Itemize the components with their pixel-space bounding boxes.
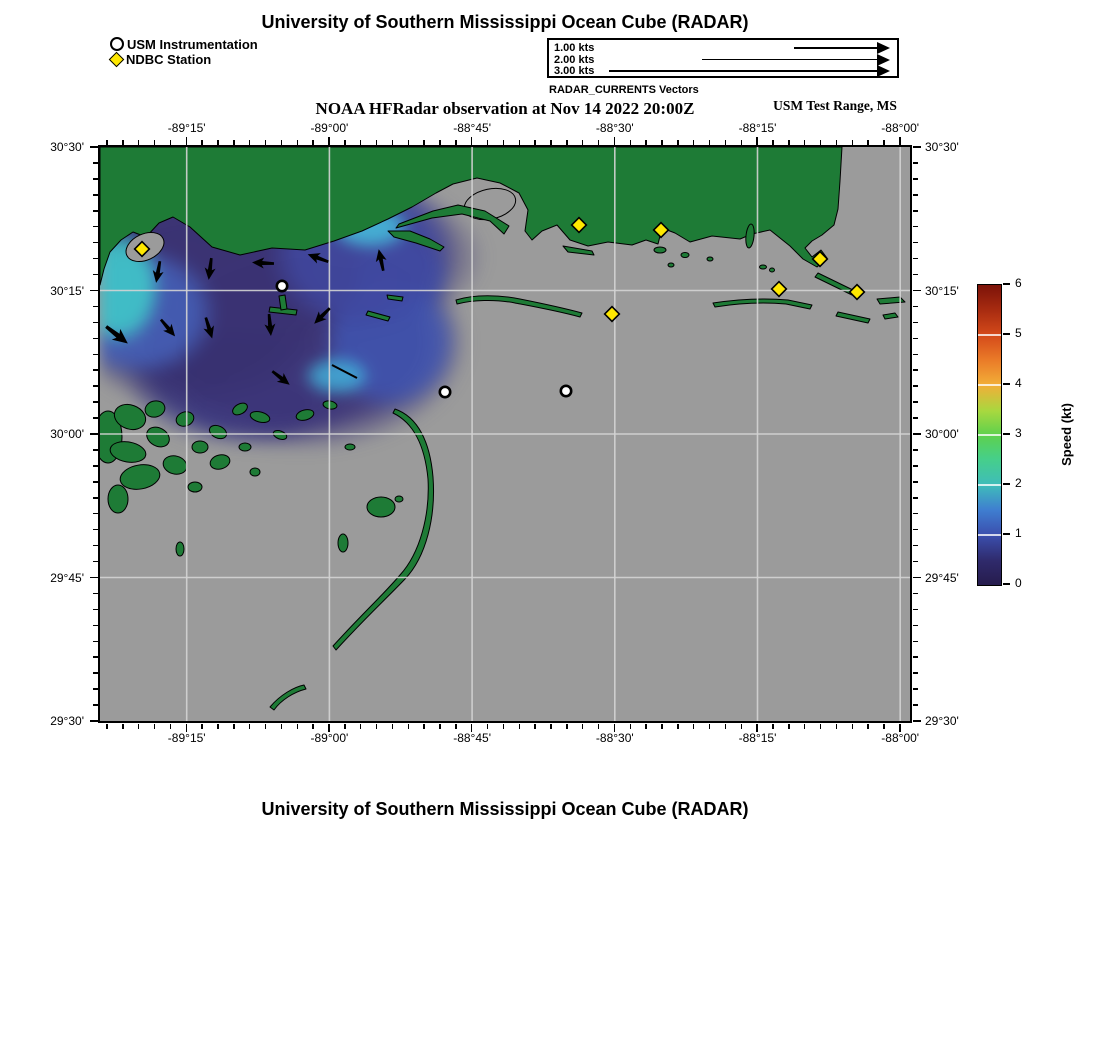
station-marker-layer	[100, 147, 910, 721]
tick-bottom	[439, 724, 441, 729]
tick-top	[439, 140, 441, 145]
tick-top	[170, 140, 172, 145]
tick-bottom	[408, 724, 410, 729]
colorbar-tick	[1003, 283, 1010, 285]
tick-top	[249, 140, 251, 145]
colorbar-tick-label: 5	[1015, 326, 1022, 340]
map-plot-area	[100, 147, 910, 721]
current-vector-arrow	[151, 260, 166, 284]
tick-right	[913, 449, 918, 451]
tick-left	[93, 338, 98, 340]
colorbar-separator	[978, 534, 1001, 536]
current-vector-arrow	[310, 304, 333, 327]
colorbar-tick	[1003, 483, 1010, 485]
tick-right	[913, 641, 918, 643]
tick-left	[93, 609, 98, 611]
tick-right	[913, 162, 918, 164]
tick-bottom	[503, 724, 505, 729]
tick-bottom	[709, 724, 711, 729]
tick-top	[455, 140, 457, 145]
tick-left	[90, 433, 98, 435]
tick-top	[312, 140, 314, 145]
lat-label-left: 29°45'	[50, 570, 84, 585]
current-vector-arrow	[201, 316, 218, 340]
colorbar-tick-label: 1	[1015, 526, 1022, 540]
tick-top	[122, 140, 124, 145]
tick-bottom	[534, 724, 536, 729]
tick-right	[913, 656, 918, 658]
colorbar-separator	[978, 384, 1001, 386]
tick-left	[93, 593, 98, 595]
tick-bottom	[281, 724, 283, 729]
figure-title-top: University of Southern Mississippi Ocean Cube (RADAR)	[261, 12, 749, 32]
tick-bottom	[217, 724, 219, 729]
tick-right	[913, 385, 918, 387]
tick-bottom	[360, 724, 362, 729]
tick-top	[820, 140, 822, 145]
tick-bottom	[170, 724, 172, 729]
tick-left	[93, 258, 98, 260]
lon-label-bottom: -89°15'	[167, 731, 206, 745]
current-vector-arrow	[157, 316, 180, 340]
tick-bottom	[598, 724, 600, 729]
tick-left	[93, 194, 98, 196]
lon-label-top: -88°30'	[595, 121, 634, 135]
lat-label-right: 30°15'	[925, 283, 959, 298]
marker-legend	[110, 37, 258, 67]
tick-right	[913, 513, 918, 515]
tick-left	[93, 625, 98, 627]
tick-right	[913, 561, 918, 563]
tick-left	[90, 720, 98, 722]
usm-instrument-marker	[561, 386, 571, 396]
lon-label-bottom: -88°00'	[881, 731, 920, 745]
ndbc-station-marker	[772, 282, 787, 297]
tick-bottom	[423, 724, 425, 729]
tick-left	[93, 561, 98, 563]
lat-label-left: 30°15'	[50, 283, 84, 298]
legend-usm-label: USM Instrumentation	[127, 36, 258, 52]
colorbar-tick	[1003, 433, 1010, 435]
tick-left	[93, 417, 98, 419]
tick-bottom	[376, 724, 378, 729]
colorbar-tick	[1003, 533, 1010, 535]
vector-scale-arrowhead-icon	[877, 42, 890, 54]
tick-right	[913, 242, 918, 244]
map-canvas	[100, 147, 910, 721]
lon-label-bottom: -88°15'	[738, 731, 777, 745]
colorbar-tick-label: 4	[1015, 376, 1022, 390]
tick-left	[93, 688, 98, 690]
tick-top	[392, 140, 394, 145]
vector-scale-row	[549, 65, 897, 77]
lon-label-top: -88°00'	[881, 121, 920, 135]
tick-left	[93, 354, 98, 356]
ndbc-station-marker	[572, 218, 587, 233]
tick-left	[93, 672, 98, 674]
tick-right	[913, 274, 918, 276]
tick-top	[883, 140, 885, 145]
tick-bottom	[741, 724, 743, 729]
colorbar-separator	[978, 434, 1001, 436]
vector-scale-row	[549, 42, 897, 54]
tick-right	[913, 401, 918, 403]
tick-top	[201, 140, 203, 145]
tick-top	[566, 140, 568, 145]
tick-bottom	[820, 724, 822, 729]
tick-right	[913, 226, 918, 228]
tick-right	[913, 688, 918, 690]
tick-bottom	[661, 724, 663, 729]
tick-bottom	[788, 724, 790, 729]
tick-right	[913, 593, 918, 595]
tick-bottom	[487, 724, 489, 729]
tick-top	[550, 140, 552, 145]
tick-top	[899, 137, 901, 145]
tick-right	[913, 417, 918, 419]
tick-bottom	[550, 724, 552, 729]
tick-left	[93, 178, 98, 180]
tick-top	[217, 140, 219, 145]
vector-scale-label: 2.00 kts	[554, 53, 595, 66]
current-vector-arrow	[373, 248, 388, 272]
vector-scale-label: 1.00 kts	[554, 42, 595, 54]
tick-right	[913, 720, 921, 722]
current-vector-arrow	[252, 257, 275, 269]
lon-label-top: -88°45'	[453, 121, 491, 135]
tick-right	[913, 497, 918, 499]
tick-bottom	[852, 724, 854, 729]
tick-left	[90, 577, 98, 579]
tick-left	[93, 449, 98, 451]
tick-bottom	[630, 724, 632, 729]
ndbc-station-marker	[135, 242, 150, 257]
colorbar-tick	[1003, 583, 1010, 585]
tick-left	[93, 306, 98, 308]
tick-right	[913, 354, 918, 356]
vector-scale-caption: RADAR_CURRENTS Vectors	[549, 84, 699, 96]
tick-top	[867, 140, 869, 145]
tick-top	[772, 140, 774, 145]
tick-left	[93, 385, 98, 387]
tick-bottom	[154, 724, 156, 729]
figure-title-bottom: University of Southern Mississippi Ocean Cube (RADAR)	[261, 799, 749, 819]
tick-left	[93, 465, 98, 467]
tick-left	[93, 641, 98, 643]
tick-top	[582, 140, 584, 145]
tick-top	[106, 140, 108, 145]
lon-label-top: -89°15'	[167, 121, 206, 135]
tick-bottom	[725, 724, 727, 729]
tick-top	[614, 137, 616, 145]
tick-left	[90, 146, 98, 148]
lon-label-top: -88°15'	[738, 121, 777, 135]
vector-scale-line	[794, 47, 879, 49]
tick-left	[90, 290, 98, 292]
tick-right	[913, 481, 918, 483]
vector-scale-box	[547, 38, 899, 78]
usm-instrument-marker	[440, 387, 450, 397]
lon-label-bottom: -89°00'	[310, 731, 349, 745]
colorbar-tick-label: 2	[1015, 476, 1022, 490]
tick-top	[852, 140, 854, 145]
observation-subtitle: NOAA HFRadar observation at Nov 14 2022 20:00Z	[315, 99, 695, 118]
tick-bottom	[201, 724, 203, 729]
tick-top	[186, 137, 188, 145]
usm-instrument-marker	[277, 281, 287, 291]
tick-bottom	[122, 724, 124, 729]
tick-bottom	[804, 724, 806, 729]
lat-label-right: 29°45'	[925, 570, 959, 585]
tick-top	[630, 140, 632, 145]
tick-bottom	[106, 724, 108, 729]
colorbar-tick-label: 6	[1015, 276, 1022, 290]
tick-top	[756, 137, 758, 145]
tick-right	[913, 306, 918, 308]
tick-bottom	[772, 724, 774, 729]
colorbar-tick-label: 0	[1015, 576, 1022, 590]
tick-bottom	[883, 724, 885, 729]
vector-scale-label: 3.00 kts	[554, 65, 595, 77]
tick-right	[913, 465, 918, 467]
lat-label-left: 30°30'	[50, 140, 84, 154]
tick-bottom	[392, 724, 394, 729]
tick-right	[913, 577, 921, 579]
tick-top	[408, 140, 410, 145]
vector-scale-row	[549, 54, 897, 66]
tick-right	[913, 545, 918, 547]
tick-bottom	[582, 724, 584, 729]
tick-right	[913, 609, 918, 611]
tick-top	[677, 140, 679, 145]
tick-top	[788, 140, 790, 145]
tick-bottom	[297, 724, 299, 729]
tick-top	[376, 140, 378, 145]
tick-left	[93, 401, 98, 403]
tick-bottom	[645, 724, 647, 729]
current-vector-arrow	[306, 249, 330, 267]
lon-label-bottom: -88°45'	[453, 731, 491, 745]
tick-top	[233, 140, 235, 145]
tick-top	[503, 140, 505, 145]
speed-colorbar	[977, 284, 1002, 586]
tick-left	[93, 274, 98, 276]
tick-top	[471, 137, 473, 145]
tick-top	[281, 140, 283, 145]
tick-right	[913, 146, 921, 148]
tick-bottom	[693, 724, 695, 729]
lon-label-top: -89°00'	[310, 121, 349, 135]
legend-row-usm	[110, 37, 258, 51]
tick-right	[913, 178, 918, 180]
vector-scale-arrowhead-icon	[877, 65, 890, 77]
tick-left	[93, 162, 98, 164]
tick-bottom	[265, 724, 267, 729]
tick-top	[693, 140, 695, 145]
tick-top	[534, 140, 536, 145]
tick-right	[913, 322, 918, 324]
region-label: USM Test Range, MS	[773, 98, 897, 113]
tick-right	[913, 338, 918, 340]
colorbar-title: Speed (kt)	[1058, 403, 1074, 466]
current-segment	[332, 365, 357, 378]
tick-top	[154, 140, 156, 145]
tick-bottom	[836, 724, 838, 729]
tick-top	[725, 140, 727, 145]
lat-label-right: 30°00'	[925, 427, 959, 441]
tick-top	[519, 140, 521, 145]
tick-left	[93, 656, 98, 658]
tick-bottom	[566, 724, 568, 729]
tick-bottom	[138, 724, 140, 729]
current-vector-arrow	[203, 257, 217, 280]
tick-right	[913, 672, 918, 674]
tick-right	[913, 210, 918, 212]
ndbc-station-marker	[605, 307, 620, 322]
legend-row-ndbc	[110, 52, 258, 66]
tick-left	[93, 210, 98, 212]
tick-top	[598, 140, 600, 145]
colorbar-separator	[978, 484, 1001, 486]
tick-top	[344, 140, 346, 145]
current-vector-arrow	[102, 321, 132, 349]
lat-label-right: 29°30'	[925, 714, 959, 728]
tick-top	[138, 140, 140, 145]
tick-bottom	[455, 724, 457, 729]
tick-left	[93, 704, 98, 706]
tick-top	[645, 140, 647, 145]
colorbar-tick-label: 3	[1015, 426, 1022, 440]
tick-left	[93, 497, 98, 499]
tick-top	[836, 140, 838, 145]
tick-bottom	[867, 724, 869, 729]
lat-label-right: 30°30'	[925, 140, 959, 154]
tick-top	[423, 140, 425, 145]
tick-top	[487, 140, 489, 145]
tick-bottom	[233, 724, 235, 729]
tick-bottom	[312, 724, 314, 729]
tick-top	[709, 140, 711, 145]
vector-scale-line	[609, 70, 879, 72]
vector-scale-arrowhead-icon	[877, 54, 890, 66]
tick-left	[93, 226, 98, 228]
tick-top	[661, 140, 663, 145]
tick-top	[297, 140, 299, 145]
tick-right	[913, 433, 921, 435]
usm-circle-icon	[110, 37, 124, 51]
tick-right	[913, 625, 918, 627]
lat-label-left: 29°30'	[50, 714, 84, 728]
current-vector-arrow	[264, 314, 277, 337]
tick-right	[913, 194, 918, 196]
lon-label-bottom: -88°30'	[595, 731, 634, 745]
tick-top	[741, 140, 743, 145]
colorbar-tick	[1003, 333, 1010, 335]
ndbc-station-marker	[850, 285, 865, 300]
tick-left	[93, 369, 98, 371]
tick-bottom	[344, 724, 346, 729]
tick-left	[93, 481, 98, 483]
tick-top	[360, 140, 362, 145]
vector-scale-line	[702, 59, 879, 61]
tick-left	[93, 322, 98, 324]
current-vector-arrow	[269, 367, 293, 389]
tick-top	[328, 137, 330, 145]
lat-label-left: 30°00'	[50, 427, 84, 441]
tick-right	[913, 529, 918, 531]
tick-right	[913, 258, 918, 260]
tick-right	[913, 290, 921, 292]
tick-left	[93, 242, 98, 244]
tick-right	[913, 704, 918, 706]
ndbc-station-marker	[813, 252, 828, 267]
ndbc-diamond-icon	[109, 51, 125, 67]
tick-left	[93, 545, 98, 547]
legend-ndbc-label: NDBC Station	[126, 51, 212, 67]
tick-top	[265, 140, 267, 145]
tick-right	[913, 369, 918, 371]
colorbar-tick	[1003, 383, 1010, 385]
tick-bottom	[677, 724, 679, 729]
colorbar-separator	[978, 334, 1001, 336]
tick-bottom	[519, 724, 521, 729]
tick-left	[93, 513, 98, 515]
tick-top	[804, 140, 806, 145]
ndbc-station-marker	[654, 223, 669, 238]
tick-left	[93, 529, 98, 531]
tick-bottom	[249, 724, 251, 729]
